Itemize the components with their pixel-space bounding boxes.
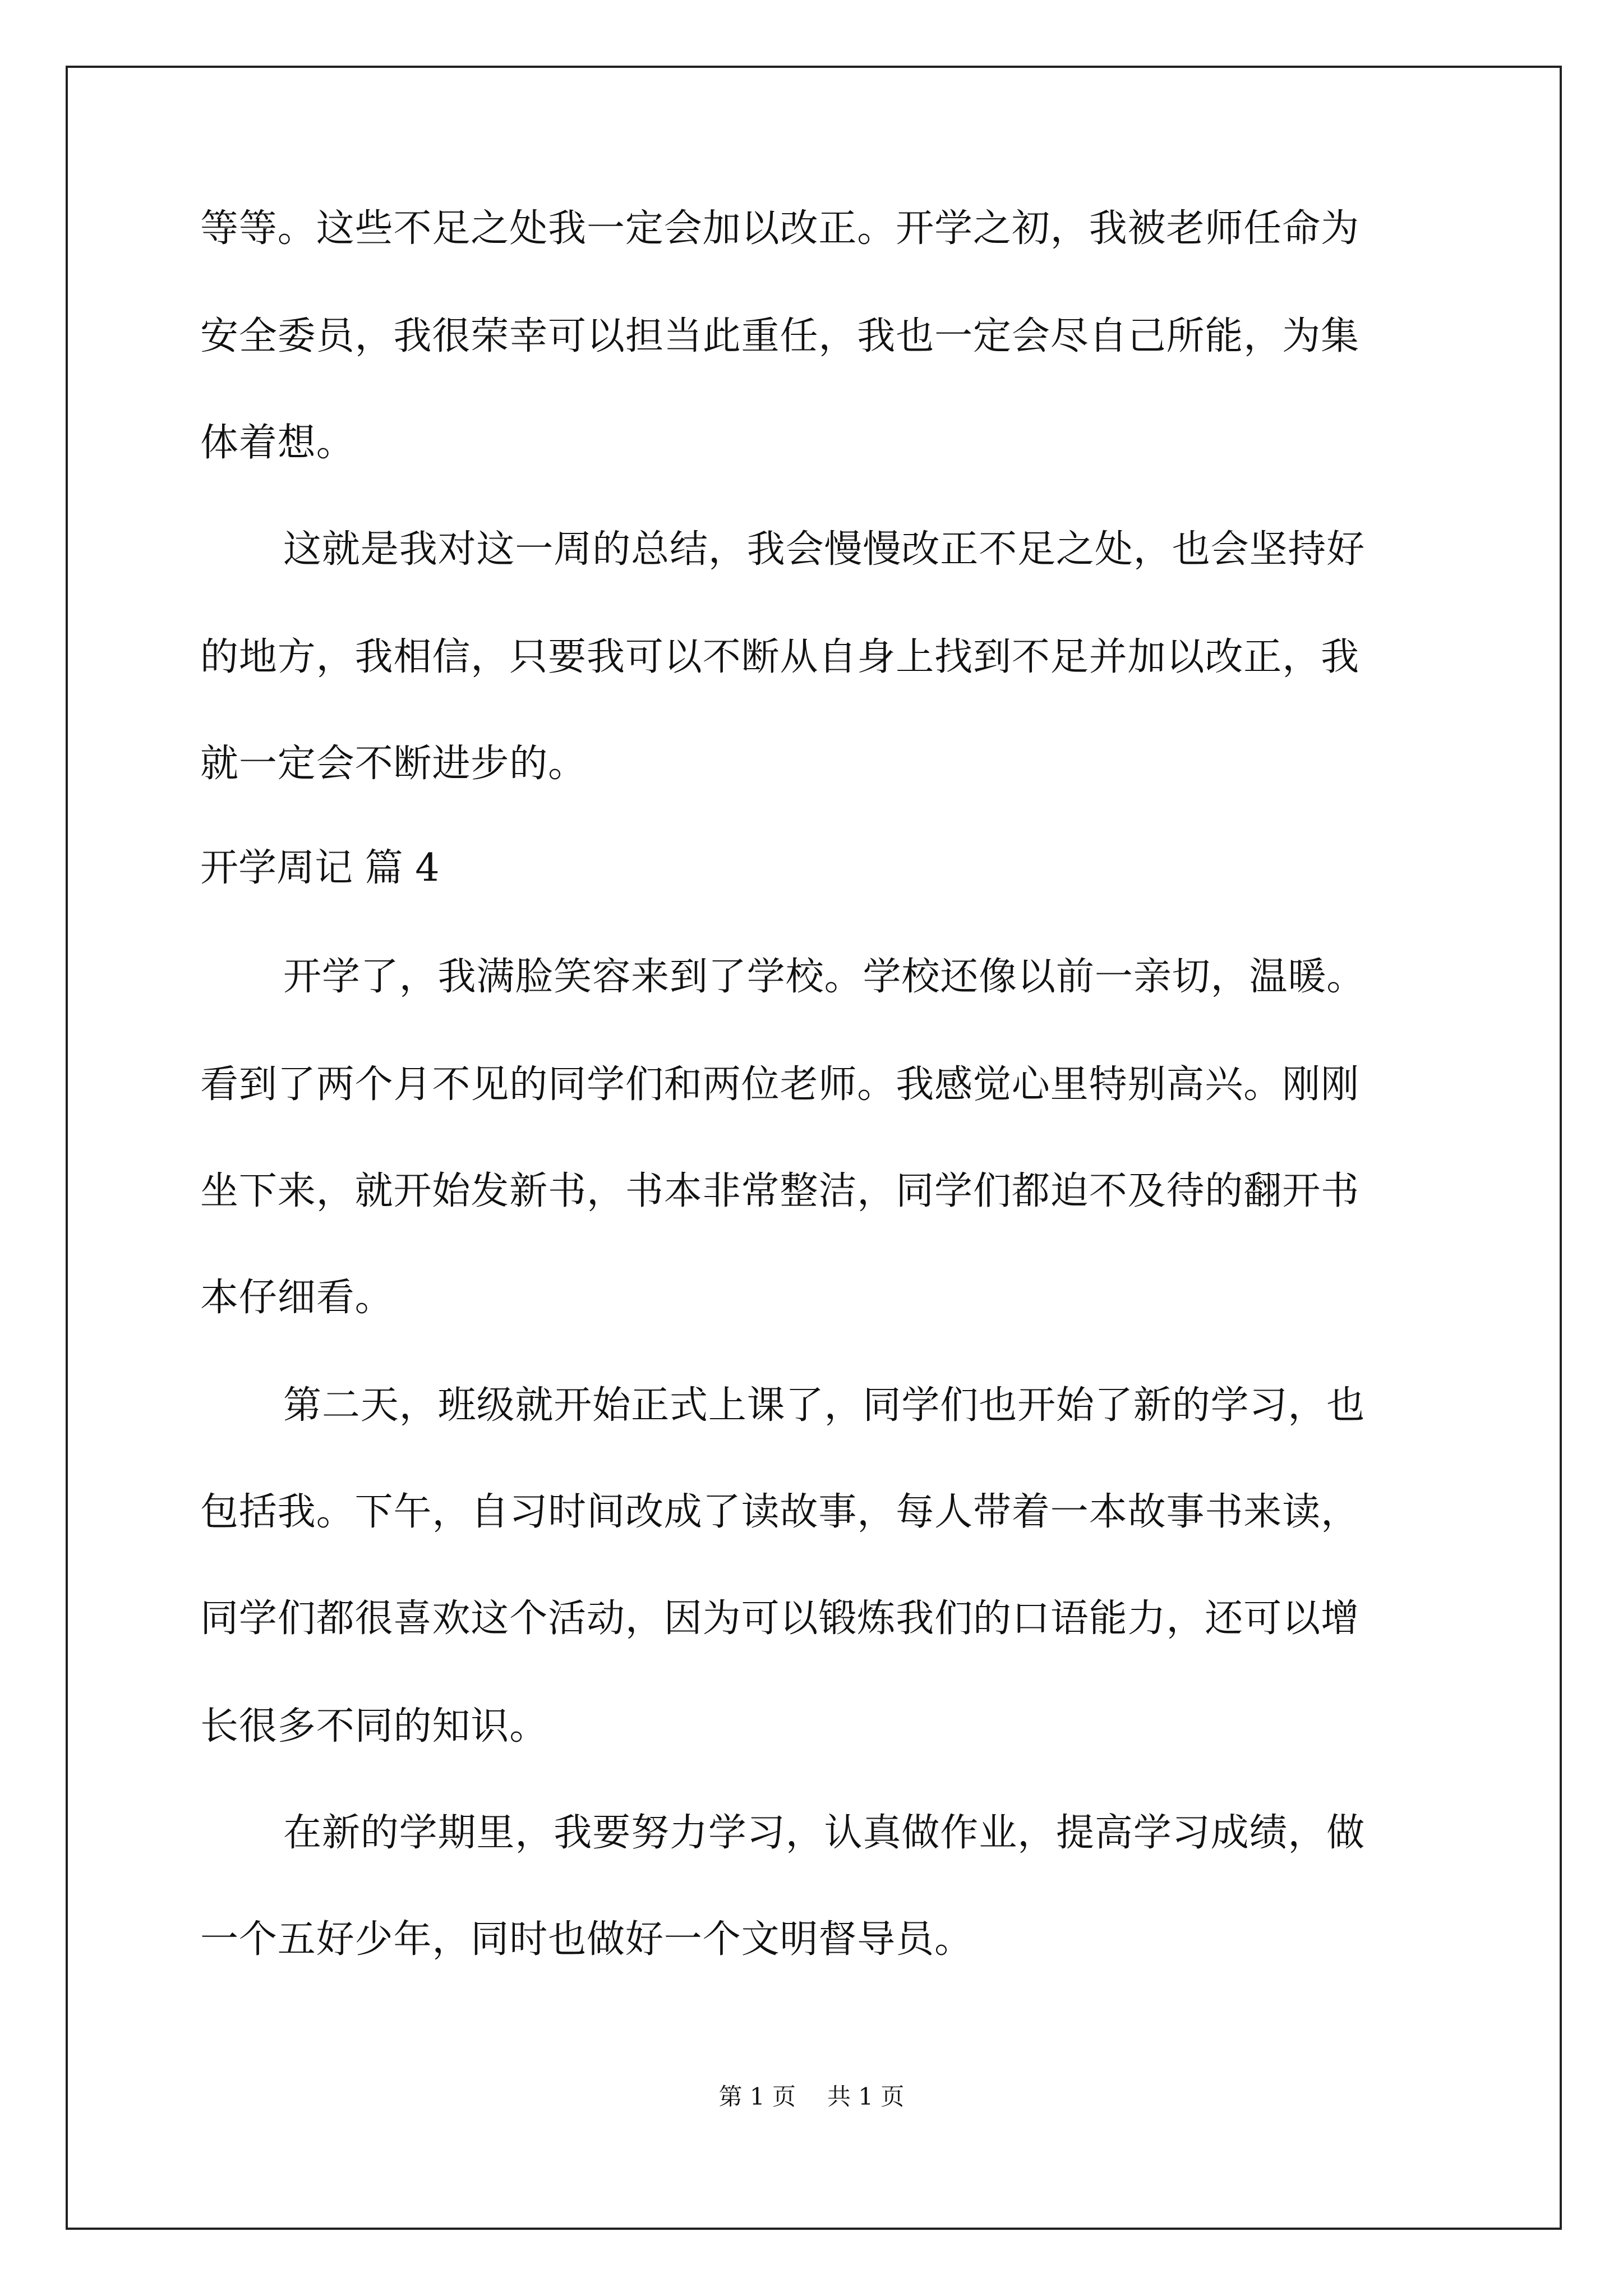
paragraph-line: 在新的学期里，我要努力学习，认真做作业，提高学习成绩，做 — [283, 1811, 1366, 1855]
paragraph-line: 本仔细看。 — [200, 1276, 394, 1320]
paragraph-line: 安全委员，我很荣幸可以担当此重任，我也一定会尽自己所能，为集 — [200, 314, 1360, 358]
page-border — [66, 66, 1562, 2230]
paragraph-line: 的地方，我相信，只要我可以不断从自身上找到不足并加以改正，我 — [200, 635, 1360, 679]
paragraph-line: 看到了两个月不见的同学们和两位老师。我感觉心里特别高兴。刚刚 — [200, 1062, 1360, 1107]
paragraph-line: 就一定会不断进步的。 — [200, 742, 587, 786]
page-number: 第 1 页 — [718, 2083, 796, 2110]
paragraph-line: 开学了，我满脸笑容来到了学校。学校还像以前一亲切，温暖。 — [283, 955, 1366, 999]
paragraph-line: 包括我。下午，自习时间改成了读故事，每人带着一本故事书来读， — [200, 1490, 1360, 1534]
paragraph-line: 一个五好少年，同时也做好一个文明督导员。 — [200, 1917, 974, 1962]
page-footer — [0, 2080, 1623, 2114]
paragraph-line: 同学们都很喜欢这个活动，因为可以锻炼我们的口语能力，还可以增 — [200, 1596, 1360, 1641]
paragraph-line: 等等。这些不足之处我一定会加以改正。开学之初，我被老师任命为 — [200, 206, 1360, 251]
paragraph-line: 这就是我对这一周的总结，我会慢慢改正不足之处，也会坚持好 — [283, 527, 1366, 572]
page-total: 共 1 页 — [827, 2083, 905, 2110]
paragraph-line: 坐下来，就开始发新书，书本非常整洁，同学们都迫不及待的翻开书 — [200, 1169, 1360, 1213]
paragraph-line: 第二天，班级就开始正式上课了，同学们也开始了新的学习，也 — [283, 1383, 1366, 1428]
paragraph-line: 体着想。 — [200, 421, 355, 465]
section-heading: 开学周记 篇 4 — [200, 846, 440, 890]
paragraph-line: 长很多不同的知识。 — [200, 1704, 548, 1749]
